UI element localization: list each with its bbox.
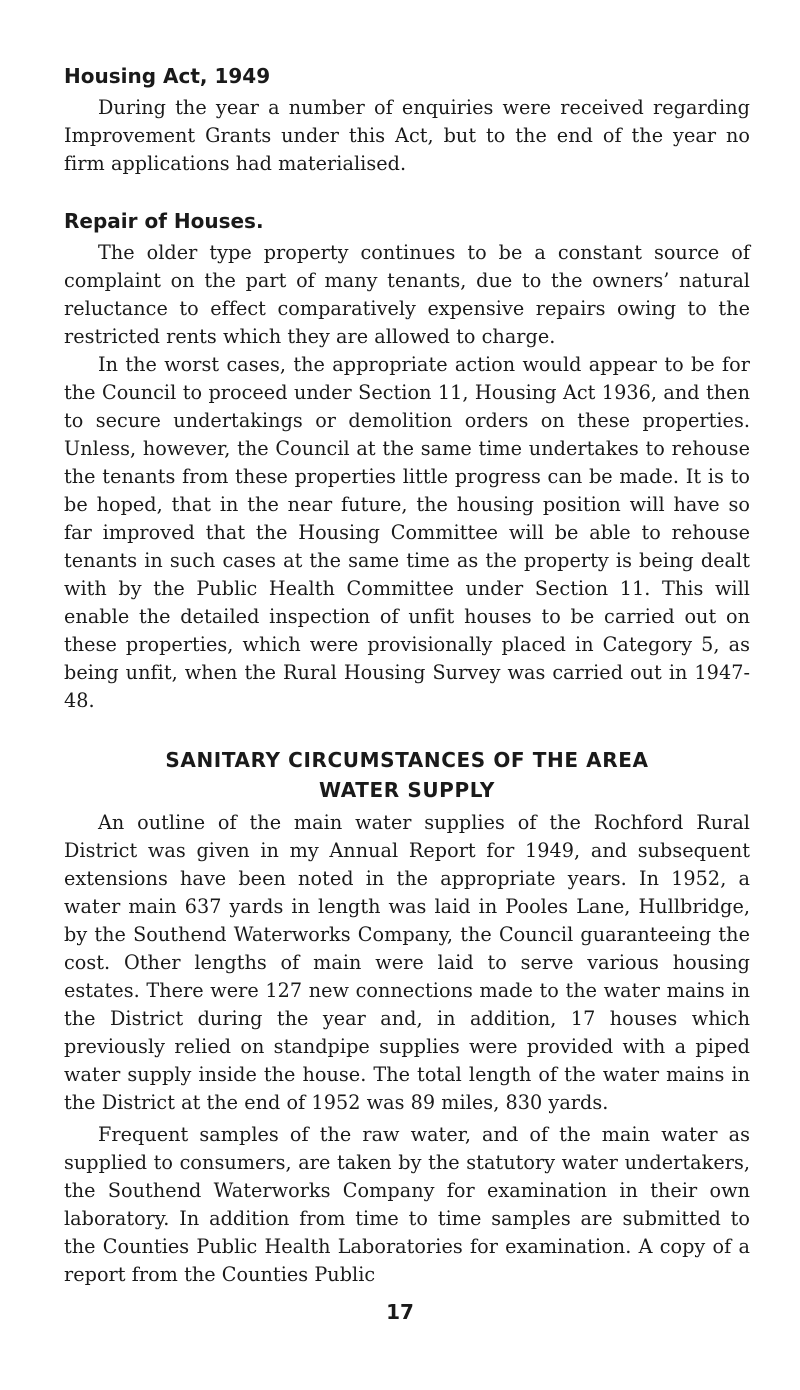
repair-heading: Repair of Houses. bbox=[64, 209, 264, 233]
water-supply-paragraph-2: Frequent samples of the raw water, and of the main water as supplied to consumers, are taken by the statutory water undertakers, the Southend Waterworks Company for examination in their own laboratory. In addition from time to time samples are submitted to the Counties Public Health Laboratories for examination. A copy of a report from the Counties Public bbox=[64, 1123, 750, 1286]
repair-paragraph-2: In the worst cases, the appropriate action would appear to be for the Council to proceed under Section 11, Housing Act 1936, and then to secure undertakings or demolition orders on these properties. Unless, however, the Council at the same time undertakes to rehouse the tenants from these properties little progress can be made. It is to be hoped, that in the near future, the housing position will have so far improved that the Housing Committee will be able to rehouse tenants in such cases at the same time as the property is being dealt with by the Public Health Committee under Section 11. This will enable the detailed inspection of unfit houses to be carried out on these properties, which were provisionally placed in Category 5, as being unfit, when the Rural Housing Survey was carried out in 1947-48. bbox=[64, 353, 750, 712]
sanitary-heading: SANITARY CIRCUMSTANCES OF THE AREA bbox=[165, 748, 649, 772]
document-page bbox=[64, 62, 750, 1289]
housing-act-paragraph: During the year a number of enquiries were received regarding Improvement Grants under this Act, but to the end of the year no firm applications had materialised. bbox=[64, 96, 750, 175]
water-supply-heading: WATER SUPPLY bbox=[318, 778, 496, 802]
repair-paragraph-1: The older type property continues to be a constant source of complaint on the part of many tenants, due to the owners’ natural reluctance to effect comparatively expensive repairs owing to the restricted rents which they are allowed to charge. bbox=[64, 241, 750, 348]
water-supply-paragraph-1: An outline of the main water supplies of the Rochford Rural District was given in my Annual Report for 1949, and subsequent extensions have been noted in the appropriate years. In 1952, a water main 637 yards in length was laid in Pooles Lane, Hullbridge, by the Southend Waterworks Company, the Council guaranteeing the cost. Other lengths of main were laid to serve various housing estates. There were 127 new connections made to the water mains in the District during the year and, in addition, 17 houses which previously relied on standpipe supplies were provided with a piped water supply inside the house. The total length of the water mains in the District at the end of 1952 was 89 miles, 830 yards. bbox=[64, 811, 750, 1114]
page-number: 17 bbox=[386, 1300, 414, 1324]
housing-act-heading: Housing Act, 1949 bbox=[64, 64, 271, 88]
